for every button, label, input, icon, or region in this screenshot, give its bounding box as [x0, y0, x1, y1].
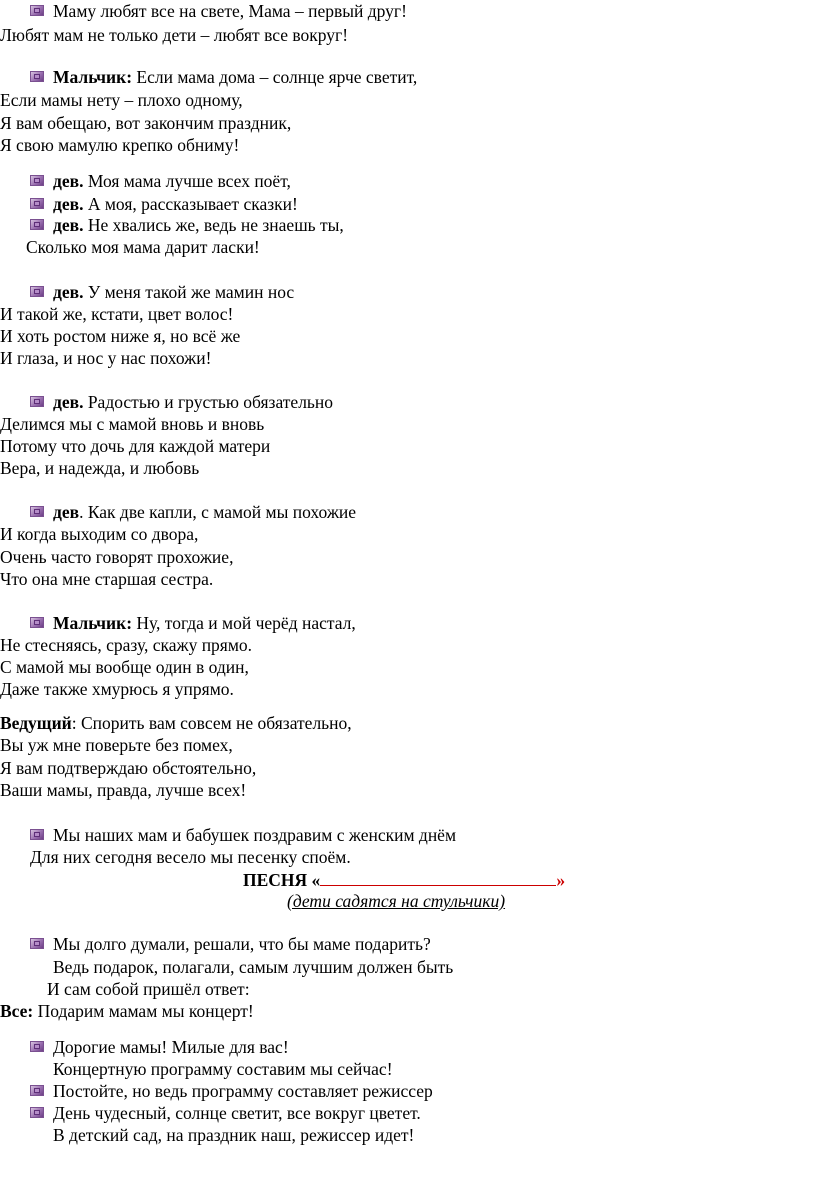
line-text: . Как две капли, с мамой мы похожие [79, 502, 357, 522]
text-line [53, 66, 417, 88]
bullet-icon [30, 1085, 44, 1096]
text-line: Я вам подтверждаю обстоятельно, [0, 758, 257, 778]
song-title [243, 869, 565, 891]
line-text: А моя, рассказывает сказки! [83, 194, 298, 214]
text-line: С мамой мы вообще один в один, [0, 657, 249, 677]
song-name-blank [320, 871, 556, 886]
text-line: Не стесняясь, сразу, скажу прямо. [0, 635, 253, 655]
line-text: Подарим мамам мы концерт! [33, 1001, 254, 1021]
speaker-label: дев. [53, 194, 84, 214]
text-line: Потому что дочь для каждой матери [0, 436, 271, 456]
text-line [53, 391, 333, 413]
text-line: И сам собой пришёл ответ: [47, 979, 250, 999]
bullet-icon [30, 1107, 44, 1118]
speaker-label: дев [53, 502, 80, 522]
text-line: Даже также хмурюсь я упрямо. [0, 679, 234, 699]
speaker-label: Все: [0, 1001, 34, 1021]
text-line [53, 214, 344, 236]
speaker-label: дев. [53, 171, 84, 191]
bullet-icon [30, 71, 44, 82]
text-line: Мы наших мам и бабушек поздравим с женским днём [53, 825, 457, 845]
text-line: Если мамы нету – плохо одному, [0, 90, 243, 110]
text-line: Постойте, но ведь программу составляет режиссер [53, 1081, 433, 1101]
bullet-icon [30, 829, 44, 840]
bullet-icon [30, 5, 44, 16]
bullet-icon [30, 506, 44, 517]
text-line [53, 170, 291, 192]
speaker-label: Ведущий [0, 713, 72, 733]
text-line: Очень часто говорят прохожие, [0, 547, 234, 567]
bullet-icon [30, 617, 44, 628]
line-text: У меня такой же мамин нос [83, 282, 295, 302]
text-line: И когда выходим со двора, [0, 524, 199, 544]
text-line: Сколько моя мама дарит ласки! [26, 237, 260, 257]
text-line: Мы долго думали, решали, что бы маме подарить? [53, 934, 431, 954]
text-line: И такой же, кстати, цвет волос! [0, 304, 234, 324]
text-line [53, 193, 298, 215]
song-label: ПЕСНЯ « [243, 870, 321, 890]
text-line [53, 612, 356, 634]
text-line: День чудесный, солнце светит, все вокруг цветет. [53, 1103, 421, 1123]
bullet-icon [30, 1041, 44, 1052]
line-text: : Спорить вам совсем не обязательно, [71, 713, 352, 733]
speaker-label: дев. [53, 215, 84, 235]
bullet-icon [30, 938, 44, 949]
text-line: Я вам обещаю, вот закончим праздник, [0, 113, 292, 133]
speaker-label: дев. [53, 392, 84, 412]
text-line: Для них сегодня весело мы песенку споём. [30, 847, 351, 867]
text-line: Что она мне старшая сестра. [0, 569, 214, 589]
text-line [53, 281, 294, 303]
text-line: Дорогие мамы! Милые для вас! [53, 1037, 289, 1057]
bullet-icon [30, 198, 44, 209]
song-close-quote: » [556, 870, 566, 890]
text-line: Ведь подарок, полагали, самым лучшим должен быть [53, 957, 454, 977]
line-text: Не хвались же, ведь не знаешь ты, [83, 215, 344, 235]
stage-direction: (дети садятся на стульчики) [287, 891, 506, 911]
bullet-icon [30, 219, 44, 230]
speaker-label: Мальчик: [53, 613, 133, 633]
speaker-label: Мальчик: [53, 67, 133, 87]
line-text: Если мама дома – солнце ярче светит, [132, 67, 418, 87]
bullet-icon [30, 286, 44, 297]
bullet-icon [30, 175, 44, 186]
line-text: Моя мама лучше всех поёт, [83, 171, 291, 191]
text-line: Любят мам не только дети – любят все вокруг! [0, 25, 349, 45]
text-line: Делимся мы с мамой вновь и вновь [0, 414, 265, 434]
text-line: Маму любят все на свете, Мама – первый друг! [53, 1, 407, 21]
text-line: Ваши мамы, правда, лучше всех! [0, 780, 247, 800]
line-text: Радостью и грустью обязательно [83, 392, 334, 412]
text-line [53, 501, 356, 523]
text-line: Концертную программу составим мы сейчас! [53, 1059, 393, 1079]
text-line: И глаза, и нос у нас похожи! [0, 348, 212, 368]
text-line: И хоть ростом ниже я, но всё же [0, 326, 241, 346]
line-text: Ну, тогда и мой черёд настал, [132, 613, 356, 633]
text-line [0, 1000, 254, 1022]
text-line: Я свою мамулю крепко обниму! [0, 135, 240, 155]
text-line [0, 712, 352, 734]
text-line: Вы уж мне поверьте без помех, [0, 735, 233, 755]
speaker-label: дев. [53, 282, 84, 302]
bullet-icon [30, 396, 44, 407]
text-line: В детский сад, на праздник наш, режиссер идет! [53, 1125, 415, 1145]
text-line: Вера, и надежда, и любовь [0, 458, 200, 478]
